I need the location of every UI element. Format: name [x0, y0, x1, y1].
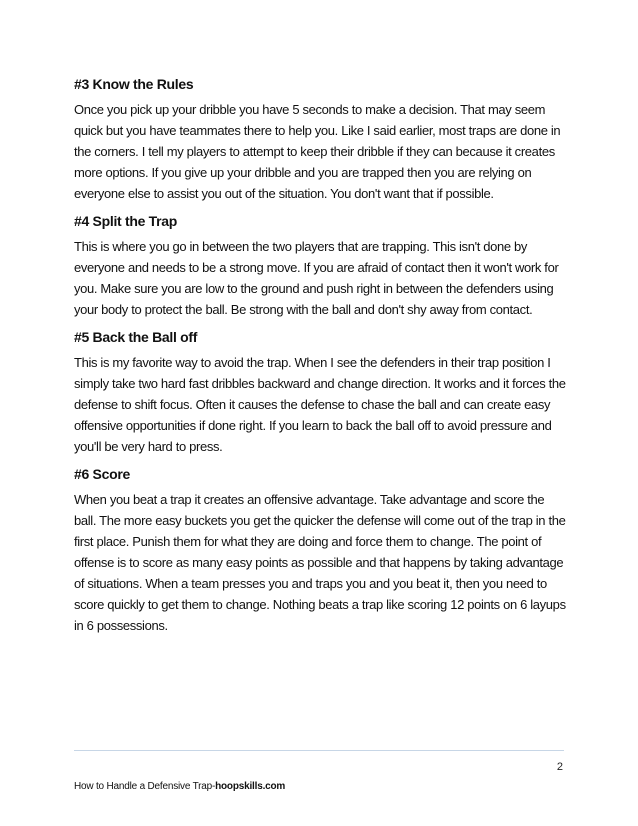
footer-divider — [74, 750, 564, 751]
section-split-the-trap — [74, 211, 568, 320]
page-number: 2 — [556, 761, 563, 773]
section-body: Once you pick up your dribble you have 5 seconds to make a decision. That may seem quick but you have teammates there to help you. Like I said earlier, most traps are done in the corners. I tell my players to attempt to keep their dribble if they can because it creates more options. If you give up your dribble and you are trapped then you are relying on everyone else to assist you out of the situation. You don't want that if possible. — [74, 102, 561, 201]
section-body: When you beat a trap it creates an offensive advantage. Take advantage and score the ball. The more easy buckets you get the quicker the defense will come out of the trap in the first place. Punish them for what they are doing and force them to change. The point of offense is to score as many easy points as possible and that happens by taking advantage of situations. When a team presses you and traps you and you beat it, then you need to score quickly to get them to change. Nothing beats a trap like scoring 12 points on 6 layups in 6 possessions. — [74, 492, 566, 633]
page-content — [74, 74, 568, 643]
footer-site-name: hoopskills.com — [215, 781, 286, 792]
footer-doc-title: How to Handle a Defensive Trap- — [74, 781, 216, 792]
section-body: This is my favorite way to avoid the trap. When I see the defenders in their trap position I simply take two hard fast dribbles backward and change direction. It works and it forces the defense to shift focus. Often it causes the defense to chase the ball and can create easy offensive opportunities if done right. If you learn to back the ball off to avoid pressure and you'll be very hard to press. — [74, 355, 566, 454]
section-know-the-rules — [74, 74, 568, 204]
section-body: This is where you go in between the two players that are trapping. This isn't done by everyone and needs to be a strong move. If you are afraid of contact then it won't work for you. Make sure you are low to the ground and push right in between the defenders using your body to protect the ball. Be strong with the ball and don't shy away from contact. — [74, 239, 559, 317]
section-back-the-ball-off — [74, 327, 568, 457]
footer-title — [74, 780, 285, 794]
section-heading: #5 Back the Ball off — [74, 329, 198, 345]
section-score — [74, 464, 568, 636]
section-heading: #3 Know the Rules — [74, 76, 194, 92]
section-heading: #4 Split the Trap — [74, 213, 178, 229]
section-heading: #6 Score — [74, 466, 130, 482]
